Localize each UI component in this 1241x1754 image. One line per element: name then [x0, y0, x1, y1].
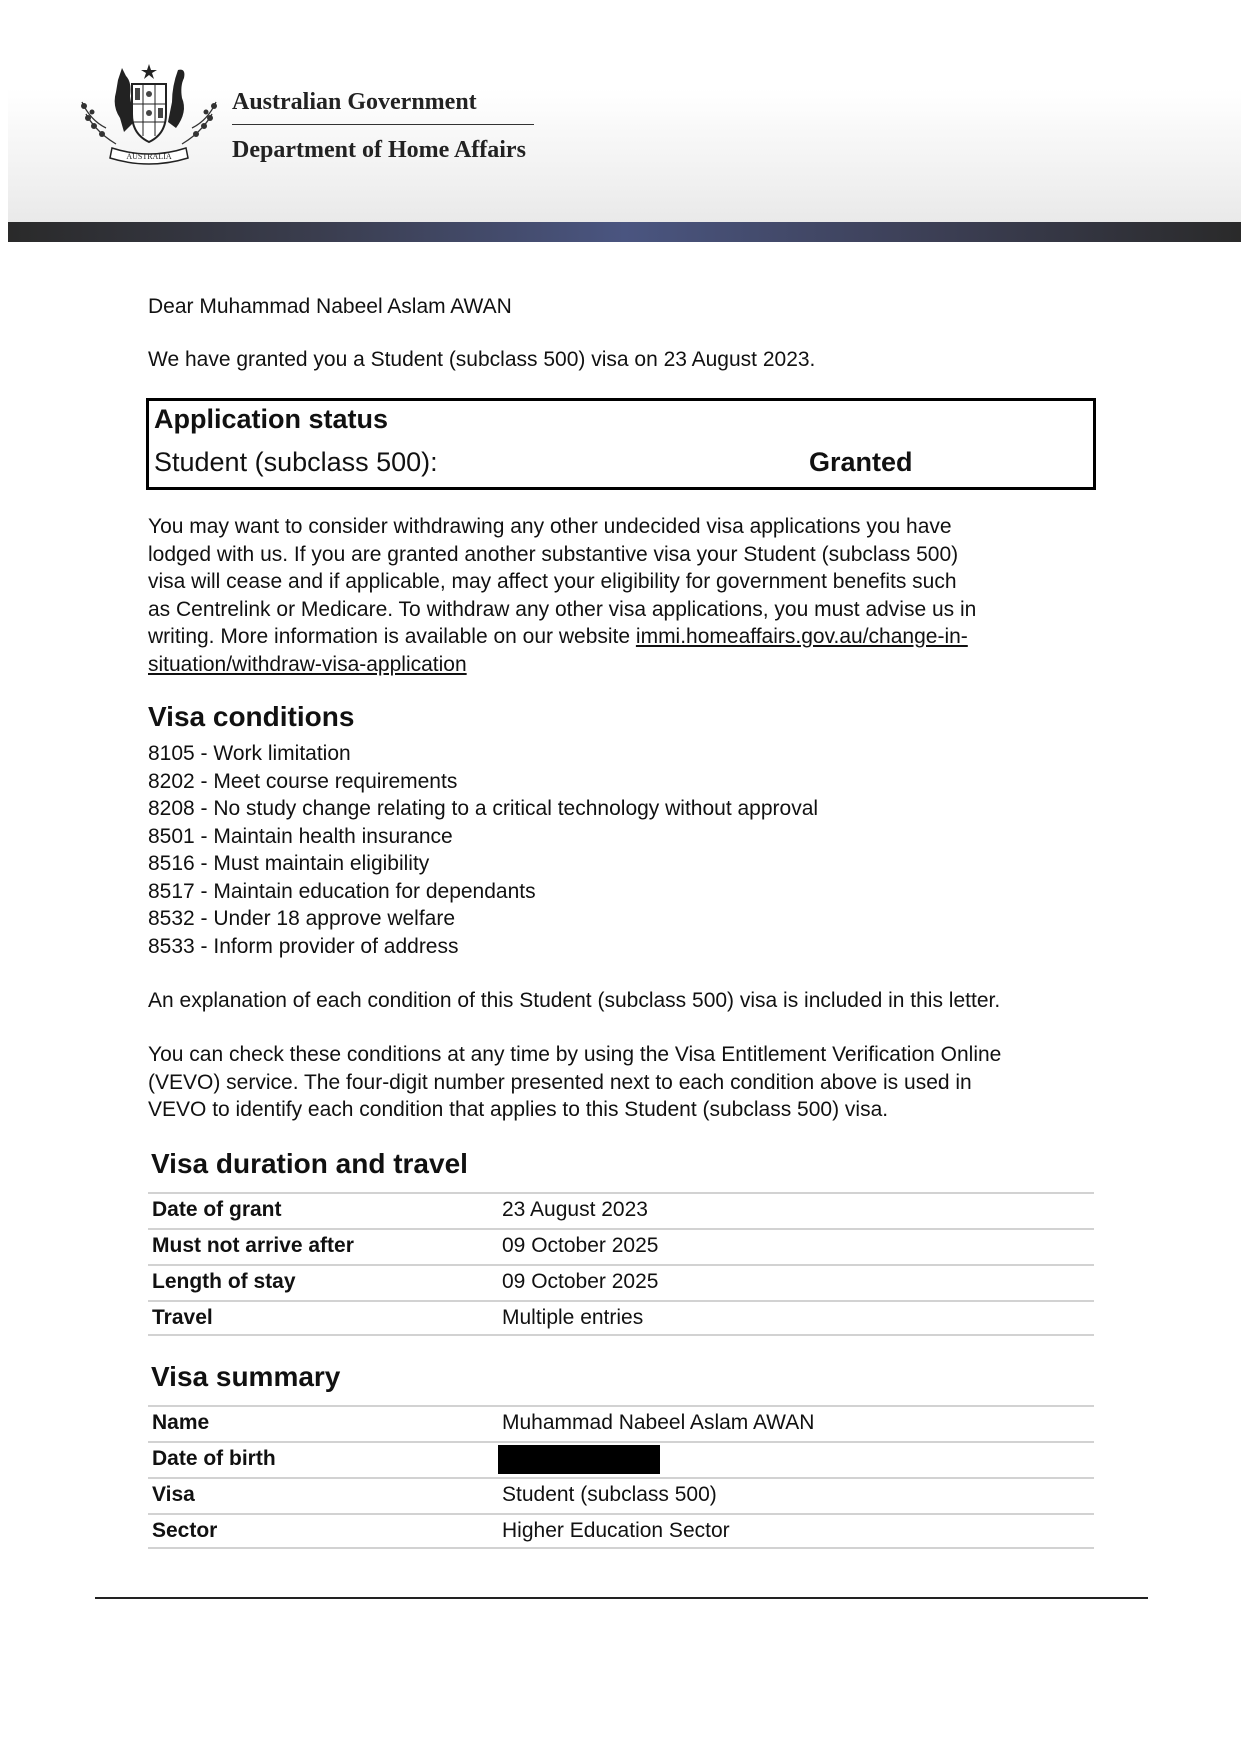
row-value: Muhammad Nabeel Aslam AWAN [502, 1411, 815, 1434]
row-value: Student (subclass 500) [502, 1483, 717, 1506]
row-value: Multiple entries [502, 1306, 644, 1329]
row-value: 09 October 2025 [502, 1234, 659, 1257]
status-badge: Granted [809, 447, 913, 477]
duration-heading: Visa duration and travel [151, 1148, 468, 1179]
row-key: Visa [152, 1483, 195, 1506]
withdraw-line-6 [148, 651, 467, 679]
withdraw-line-5 [148, 623, 968, 651]
row-key: Sector [152, 1519, 218, 1542]
coat-of-arms-icon [76, 62, 222, 168]
row-value: 09 October 2025 [502, 1270, 659, 1293]
condition-item: 8516 - Must maintain eligibility [148, 852, 430, 875]
row-value: 23 August 2023 [502, 1198, 648, 1221]
withdraw-line-1: You may want to consider withdrawing any other undecided visa applications you have [148, 515, 952, 538]
letterhead-divider [232, 124, 534, 125]
table-row [148, 1477, 1094, 1513]
row-key: Name [152, 1411, 210, 1434]
condition-item: 8208 - No study change relating to a critical technology without approval [148, 797, 819, 820]
table-row [148, 1300, 1094, 1336]
table-row [148, 1441, 1094, 1477]
condition-item: 8517 - Maintain education for dependants [148, 879, 536, 903]
condition-item: 8533 - Inform provider of address [148, 934, 459, 958]
footer-divider [95, 1597, 1148, 1599]
table-row [148, 1513, 1094, 1549]
row-key: Date of birth [152, 1447, 276, 1470]
status-visa-label: Student (subclass 500): [154, 447, 438, 477]
agency-name: Australian Government [232, 89, 477, 115]
withdraw-line-4: as Centrelink or Medicare. To withdraw any other visa applications, you must advise us in [148, 597, 977, 621]
vevo-line-3: VEVO to identify each condition that applies to this Student (subclass 500) visa. [148, 1098, 889, 1121]
condition-item: 8532 - Under 18 approve welfare [148, 907, 456, 930]
table-row [148, 1228, 1094, 1264]
grant-statement: We have granted you a Student (subclass 500) visa on 23 August 2023. [148, 348, 816, 371]
withdraw-info-link-continued[interactable]: situation/withdraw-visa-application [148, 652, 467, 676]
summary-table [148, 1405, 1094, 1549]
duration-table [148, 1192, 1094, 1336]
table-row [148, 1405, 1094, 1441]
department-name: Department of Home Affairs [232, 137, 526, 163]
table-row [148, 1192, 1094, 1228]
summary-heading: Visa summary [151, 1361, 341, 1392]
row-key: Length of stay [152, 1270, 296, 1293]
condition-item: 8501 - Maintain health insurance [148, 824, 453, 848]
condition-item: 8202 - Meet course requirements [148, 769, 458, 793]
withdraw-info-link[interactable]: immi.homeaffairs.gov.au/change-in- [635, 625, 968, 648]
redaction-bar [498, 1445, 660, 1474]
condition-item: 8105 - Work limitation [148, 742, 351, 765]
vevo-line-1: You can check these conditions at any time by using the Visa Entitlement Verification Online [148, 1043, 1002, 1066]
withdraw-line-3: visa will cease and if applicable, may affect your eligibility for government benefits such [148, 570, 957, 593]
salutation: Dear Muhammad Nabeel Aslam AWAN [148, 295, 512, 318]
row-value: Higher Education Sector [502, 1519, 730, 1542]
vevo-line-2: (VEVO) service. The four-digit number presented next to each condition above is used in [148, 1070, 972, 1094]
table-row [148, 1264, 1094, 1300]
letterhead-band [8, 222, 1241, 242]
application-status-box [146, 398, 1096, 490]
crest-scroll-text: AUSTRALIA [126, 152, 172, 161]
status-title: Application status [154, 404, 389, 434]
withdraw-line-5-text: writing. More information is available on our website [148, 625, 636, 648]
conditions-heading: Visa conditions [148, 701, 355, 732]
conditions-explanation: An explanation of each condition of this Student (subclass 500) visa is included in this letter. [148, 989, 1001, 1012]
row-key: Date of grant [152, 1198, 282, 1221]
row-key: Must not arrive after [152, 1234, 354, 1257]
row-key: Travel [152, 1306, 213, 1329]
withdraw-line-2: lodged with us. If you are granted another substantive visa your Student (subclass 500) [148, 542, 959, 566]
